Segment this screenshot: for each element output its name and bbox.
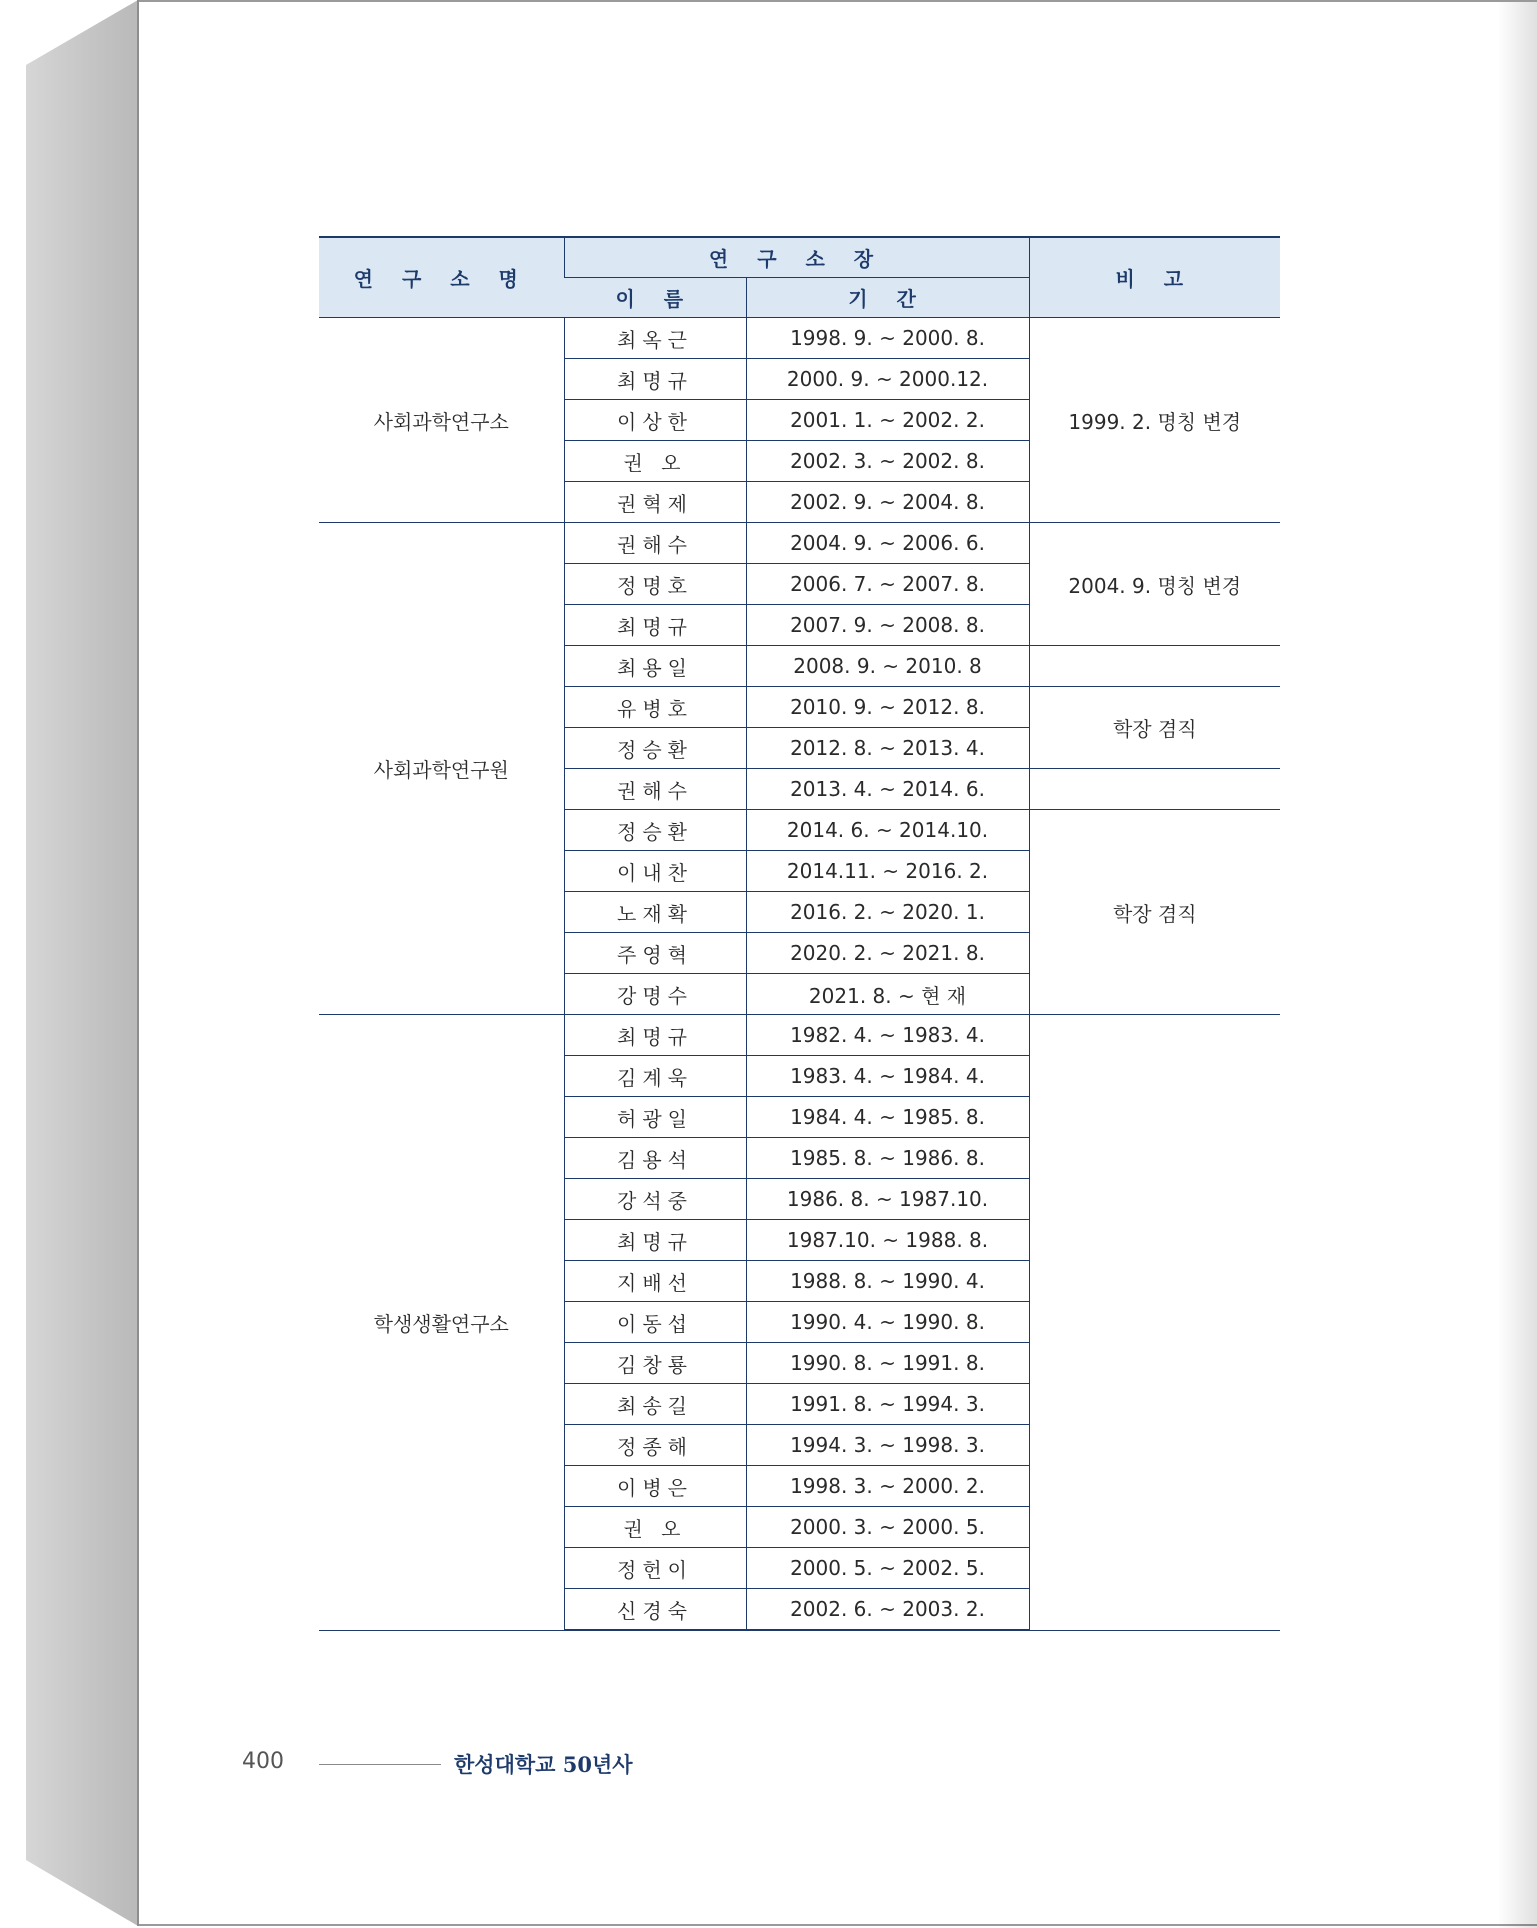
- footer-rule: [319, 1764, 441, 1765]
- director-name-cell: 최명규: [564, 1015, 746, 1056]
- period-cell: 2002. 9. ~ 2004. 8.: [746, 482, 1029, 523]
- header-period: 기 간: [746, 278, 1029, 318]
- period-cell: 2013. 4. ~ 2014. 6.: [746, 769, 1029, 810]
- period-cell: 1998. 3. ~ 2000. 2.: [746, 1466, 1029, 1507]
- remarks-cell: 1999. 2. 명칭 변경: [1029, 318, 1280, 523]
- director-name-cell: 노재확: [564, 892, 746, 933]
- table-row: [319, 318, 1280, 359]
- period-cell: 2006. 7. ~ 2007. 8.: [746, 564, 1029, 605]
- director-name-cell: 최명규: [564, 1220, 746, 1261]
- period-cell: 2016. 2. ~ 2020. 1.: [746, 892, 1029, 933]
- director-history-table: [319, 236, 1280, 1631]
- period-cell: 1984. 4. ~ 1985. 8.: [746, 1097, 1029, 1138]
- period-cell: 1982. 4. ~ 1983. 4.: [746, 1015, 1029, 1056]
- director-name-cell: 최명규: [564, 359, 746, 400]
- director-name-cell: 이내찬: [564, 851, 746, 892]
- director-name-cell: 이상한: [564, 400, 746, 441]
- header-name: 이 름: [564, 278, 746, 318]
- period-cell: 2000. 9. ~ 2000.12.: [746, 359, 1029, 400]
- remarks-cell: [1029, 1015, 1280, 1631]
- director-name-cell: 최명규: [564, 605, 746, 646]
- period-cell: 2004. 9. ~ 2006. 6.: [746, 523, 1029, 564]
- director-name-cell: 최용일: [564, 646, 746, 687]
- period-cell: 2001. 1. ~ 2002. 2.: [746, 400, 1029, 441]
- director-name-cell: 김계욱: [564, 1056, 746, 1097]
- director-name-cell: 권 오: [564, 441, 746, 482]
- period-cell: 2002. 3. ~ 2002. 8.: [746, 441, 1029, 482]
- period-cell: 1990. 4. ~ 1990. 8.: [746, 1302, 1029, 1343]
- director-name-cell: 정승환: [564, 810, 746, 851]
- period-cell: 1985. 8. ~ 1986. 8.: [746, 1138, 1029, 1179]
- period-cell: 2008. 9. ~ 2010. 8: [746, 646, 1029, 687]
- page-edge-shadow: [1497, 2, 1537, 1928]
- director-name-cell: 신경숙: [564, 1589, 746, 1631]
- page-number: 400: [242, 1749, 284, 1774]
- director-name-cell: 권해수: [564, 769, 746, 810]
- book-title: 한성대학교 50년사: [454, 1752, 633, 1777]
- period-cell: 2002. 6. ~ 2003. 2.: [746, 1589, 1029, 1631]
- remarks-cell: 학장 겸직: [1029, 810, 1280, 1015]
- table-row: [319, 523, 1280, 564]
- period-cell: 2000. 3. ~ 2000. 5.: [746, 1507, 1029, 1548]
- director-name-cell: 주영혁: [564, 933, 746, 974]
- remarks-cell: [1029, 769, 1280, 810]
- director-name-cell: 김용석: [564, 1138, 746, 1179]
- period-cell: 1988. 8. ~ 1990. 4.: [746, 1261, 1029, 1302]
- header-director-group: 연 구 소 장: [564, 237, 1029, 278]
- director-name-cell: 권 오: [564, 1507, 746, 1548]
- header-institute: 연 구 소 명: [319, 237, 564, 318]
- book-spine: [26, 0, 138, 1926]
- director-name-cell: 권해수: [564, 523, 746, 564]
- remarks-cell: 학장 겸직: [1029, 687, 1280, 769]
- period-cell: 1991. 8. ~ 1994. 3.: [746, 1384, 1029, 1425]
- director-name-cell: 최송길: [564, 1384, 746, 1425]
- director-name-cell: 최옥근: [564, 318, 746, 359]
- director-name-cell: 권혁제: [564, 482, 746, 523]
- director-name-cell: 강명수: [564, 974, 746, 1015]
- director-name-cell: 정종해: [564, 1425, 746, 1466]
- director-name-cell: 이동섭: [564, 1302, 746, 1343]
- period-cell: 2000. 5. ~ 2002. 5.: [746, 1548, 1029, 1589]
- period-cell: 1990. 8. ~ 1991. 8.: [746, 1343, 1029, 1384]
- institute-cell: 학생생활연구소: [319, 1015, 564, 1631]
- director-name-cell: 지배선: [564, 1261, 746, 1302]
- period-cell: 2012. 8. ~ 2013. 4.: [746, 728, 1029, 769]
- period-cell: 2021. 8. ~ 현 재: [746, 974, 1029, 1015]
- remarks-cell: [1029, 646, 1280, 687]
- period-cell: 2014. 6. ~ 2014.10.: [746, 810, 1029, 851]
- period-cell: 1983. 4. ~ 1984. 4.: [746, 1056, 1029, 1097]
- director-name-cell: 유병호: [564, 687, 746, 728]
- institute-cell: 사회과학연구원: [319, 523, 564, 1015]
- header-remarks: 비 고: [1029, 237, 1280, 318]
- period-cell: 2007. 9. ~ 2008. 8.: [746, 605, 1029, 646]
- table-body: [319, 318, 1280, 1631]
- table-header: [319, 237, 1280, 318]
- director-name-cell: 정명호: [564, 564, 746, 605]
- table-row: [319, 1015, 1280, 1056]
- director-name-cell: 허광일: [564, 1097, 746, 1138]
- period-cell: 2020. 2. ~ 2021. 8.: [746, 933, 1029, 974]
- period-cell: 1986. 8. ~ 1987.10.: [746, 1179, 1029, 1220]
- period-cell: 2010. 9. ~ 2012. 8.: [746, 687, 1029, 728]
- director-name-cell: 이병은: [564, 1466, 746, 1507]
- period-cell: 1987.10. ~ 1988. 8.: [746, 1220, 1029, 1261]
- institute-cell: 사회과학연구소: [319, 318, 564, 523]
- director-name-cell: 강석중: [564, 1179, 746, 1220]
- director-name-cell: 정승환: [564, 728, 746, 769]
- period-cell: 1994. 3. ~ 1998. 3.: [746, 1425, 1029, 1466]
- remarks-cell: 2004. 9. 명칭 변경: [1029, 523, 1280, 646]
- period-cell: 1998. 9. ~ 2000. 8.: [746, 318, 1029, 359]
- director-name-cell: 정헌이: [564, 1548, 746, 1589]
- director-name-cell: 김창룡: [564, 1343, 746, 1384]
- period-cell: 2014.11. ~ 2016. 2.: [746, 851, 1029, 892]
